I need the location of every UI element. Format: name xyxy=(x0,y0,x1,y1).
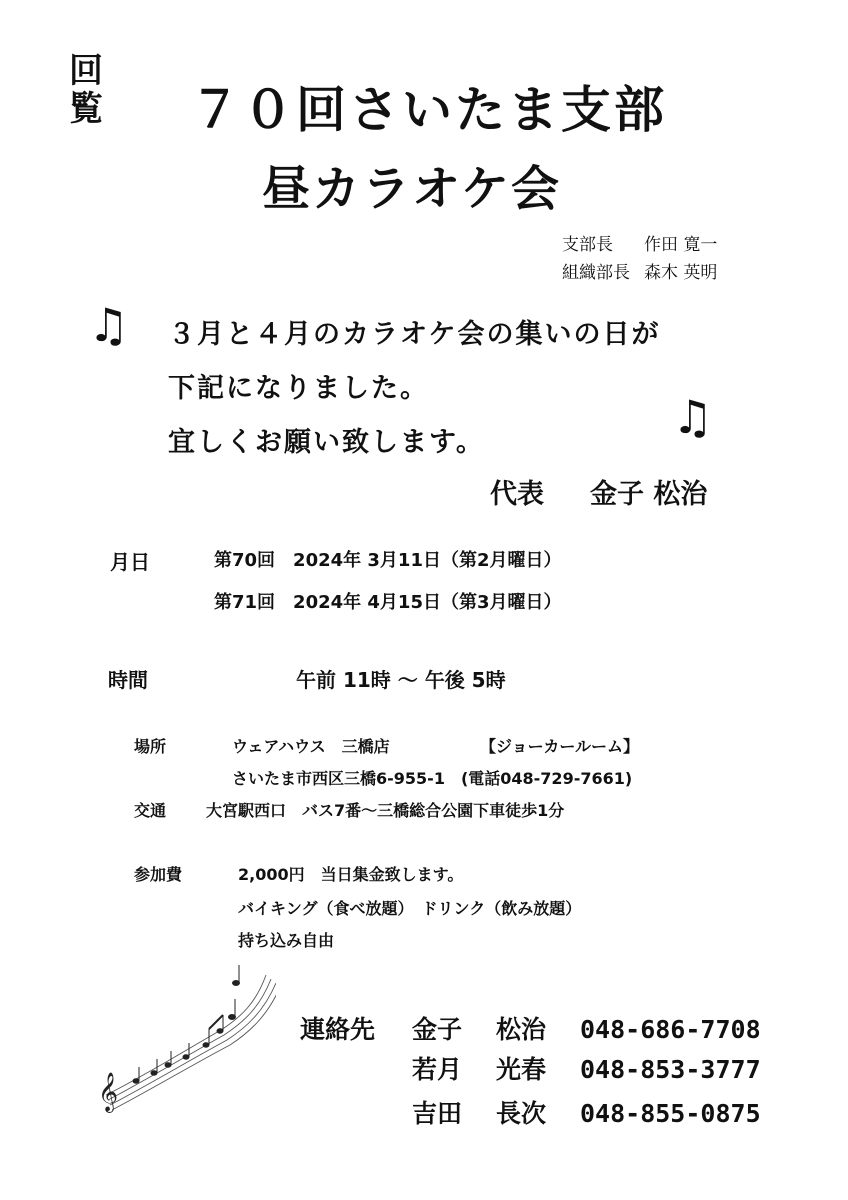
circulate-char-2: 覧 xyxy=(69,89,103,129)
contact-row xyxy=(412,1094,761,1130)
contact-row xyxy=(412,1010,761,1046)
place-room: 【ジョーカールーム】 xyxy=(480,737,640,756)
time-label: 時間 xyxy=(108,668,148,692)
circulate-char-1: 回 xyxy=(69,51,103,91)
contact-family-name: 若月 xyxy=(412,1055,463,1084)
time-value: 午前 11時 ～ 午後 5時 xyxy=(296,668,506,692)
music-note-icon: ♫ xyxy=(88,298,130,352)
officer-role: 支部長 xyxy=(562,235,613,255)
page-title: ７０回さいたま支部 xyxy=(190,81,667,139)
page-subtitle: 昼カラオケ会 xyxy=(262,161,562,217)
fee-line: 2,000円 当日集金致します。 xyxy=(238,865,464,884)
officer-role: 組織部長 xyxy=(562,263,630,283)
representative-name: 金子 松治 xyxy=(590,479,708,510)
contact-row xyxy=(412,1050,761,1086)
contact-phone: 048-853-3777 xyxy=(580,1055,761,1084)
contact-given-name: 長次 xyxy=(496,1099,547,1128)
message-line-1: ３月と４月のカラオケ会の集いの日が xyxy=(168,319,661,350)
music-note-icon: ♫ xyxy=(672,390,714,444)
contact-family-name: 金子 xyxy=(412,1015,463,1044)
contact-given-name: 光春 xyxy=(496,1055,547,1084)
place-address: さいたま市西区三橋6-955-1 (電話048-729-7661) xyxy=(232,769,633,788)
access-value: 大宮駅西口 バス7番～三橋総合公園下車徒歩1分 xyxy=(206,801,565,820)
circulate-stamp xyxy=(66,52,106,128)
place-label: 場所 xyxy=(134,737,167,756)
message-line-3: 宜しくお願い致します。 xyxy=(168,427,485,458)
officer-org-head xyxy=(562,258,717,283)
date-entry: 第70回 2024年 3月11日（第2月曜日） xyxy=(214,550,562,571)
contact-given-name: 松治 xyxy=(496,1015,547,1044)
music-staff-illustration xyxy=(96,955,276,1115)
contact-label: 連絡先 xyxy=(300,1015,376,1044)
representative xyxy=(490,472,707,511)
officer-name: 作田 寛一 xyxy=(644,235,718,255)
dates-label: 月日 xyxy=(110,550,150,574)
place-venue: ウェアハウス 三橋店 xyxy=(232,737,390,756)
contact-phone: 048-686-7708 xyxy=(580,1015,761,1044)
date-entry: 第71回 2024年 4月15日（第3月曜日） xyxy=(214,592,562,613)
representative-label: 代表 xyxy=(490,479,544,510)
message-line-2: 下記になりました。 xyxy=(168,373,429,404)
officer-branch-head xyxy=(562,230,717,255)
fee-line: 持ち込み自由 xyxy=(238,931,335,950)
fee-label: 参加費 xyxy=(134,865,183,884)
contact-family-name: 吉田 xyxy=(412,1099,463,1128)
officer-name: 森木 英明 xyxy=(644,263,718,283)
svg-text:𝄞: 𝄞 xyxy=(98,1072,119,1112)
contact-phone: 048-855-0875 xyxy=(580,1099,761,1128)
access-label: 交通 xyxy=(134,801,167,820)
fee-line: バイキング（食べ放題） ドリンク（飲み放題） xyxy=(238,899,582,918)
